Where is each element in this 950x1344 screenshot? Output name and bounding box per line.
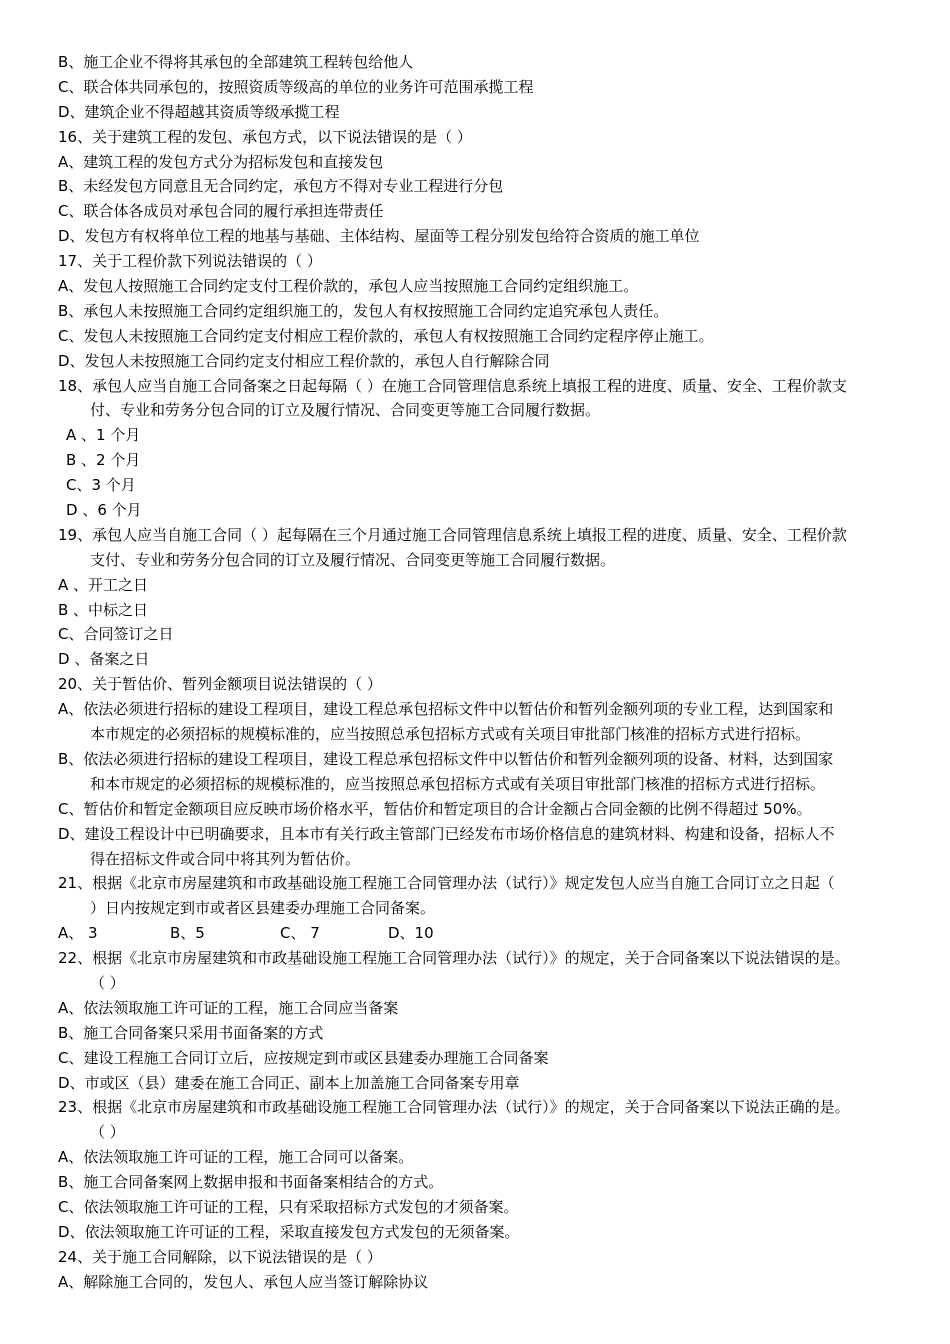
option-d: D、依法领取施工许可证的工程，采取直接发包方式发包的无须备案。 bbox=[58, 1222, 520, 1241]
question-21-options bbox=[58, 921, 914, 946]
option-b: B、未经发包方同意且无合同约定，承包方不得对专业工程进行分包 bbox=[58, 177, 504, 196]
question-17: 17、关于工程价款下列说法错误的（ ） bbox=[58, 252, 322, 271]
option-a-continuation: 本市规定的必须招标的规模标准的，应当按照总承包招标方式或有关项目审批部门核准的招标方式进行招标。 bbox=[90, 725, 811, 744]
option-c: C、 7 bbox=[280, 924, 320, 943]
option-c: C、3 个月 bbox=[66, 476, 136, 495]
option-a: A、发包人按照施工合同约定支付工程价款的，承包人应当按照施工合同约定组织施工。 bbox=[58, 277, 639, 296]
option-a: A 、开工之日 bbox=[58, 575, 149, 594]
option-d: D、10 bbox=[388, 924, 434, 943]
question-19: 19、承包人应当自施工合同（ ）起每隔在三个月通过施工合同管理信息系统上填报工程的进度、质量、安全、工程价款 bbox=[58, 525, 847, 544]
option-b: B、5 bbox=[170, 924, 205, 943]
option-b: B、承包人未按照施工合同约定组织施工的，发包人有权按照施工合同约定追究承包人责任。 bbox=[58, 301, 669, 320]
option-b: B 、中标之日 bbox=[58, 600, 149, 619]
option-b: B 、2 个月 bbox=[66, 451, 141, 470]
option-c: C、联合体共同承包的，按照资质等级高的单位的业务许可范围承揽工程 bbox=[58, 77, 534, 96]
option-d: D、建筑企业不得超越其资质等级承揽工程 bbox=[58, 102, 340, 121]
option-d: D、建设工程设计中已明确要求，且本市有关行政主管部门已经发布市场价格信息的建筑材料、构建和设备，招标人不 bbox=[58, 824, 835, 843]
option-d: D、发包人未按照施工合同约定支付相应工程价款的，承包人自行解除合同 bbox=[58, 351, 550, 370]
option-d: D 、备案之日 bbox=[58, 650, 150, 669]
option-d: D、市或区（县）建委在施工合同正、副本上加盖施工合同备案专用章 bbox=[58, 1073, 520, 1092]
option-c: C、建设工程施工合同订立后，应按规定到市或区县建委办理施工合同备案 bbox=[58, 1048, 549, 1067]
question-23-continuation: （ ） bbox=[90, 1123, 125, 1142]
option-b: B、施工合同备案只采用书面备案的方式 bbox=[58, 1023, 324, 1042]
question-21-continuation: ）日内按规定到市或者区县建委办理施工合同备案。 bbox=[90, 899, 436, 918]
option-a: A、依法必须进行招标的建设工程项目，建设工程总承包招标文件中以暂估价和暂列金额列项的专业工程，达到国家和 bbox=[58, 700, 834, 719]
question-18-continuation: 付、专业和劳务分包合同的订立及履行情况、合同变更等施工合同履行数据。 bbox=[90, 401, 601, 420]
option-c: C、暂估价和暂定金额项目应反映市场价格水平，暂估价和暂定项目的合计金额占合同金额的比例不得超过 50%。 bbox=[58, 799, 812, 818]
option-b: B、施工合同备案网上数据申报和书面备案相结合的方式。 bbox=[58, 1173, 444, 1192]
option-d: D 、6 个月 bbox=[66, 501, 142, 520]
option-b: B、依法必须进行招标的建设工程项目，建设工程总承包招标文件中以暂估价和暂列金额列项的设备、材料，达到国家 bbox=[58, 749, 834, 768]
option-d: D、发包方有权将单位工程的地基与基础、主体结构、屋面等工程分别发包给符合资质的施工单位 bbox=[58, 227, 700, 246]
question-18: 18、承包人应当自施工合同备案之日起每隔（ ）在施工合同管理信息系统上填报工程的进度、质量、安全、工程价款支 bbox=[58, 376, 847, 395]
question-22-continuation: （ ） bbox=[90, 973, 125, 992]
option-b: B、施工企业不得将其承包的全部建筑工程转包给他人 bbox=[58, 53, 414, 71]
question-24: 24、关于施工合同解除，以下说法错误的是（ ） bbox=[58, 1247, 382, 1266]
option-c: C、发包人未按照施工合同约定支付相应工程价款的，承包人有权按照施工合同约定程序停止施工。 bbox=[58, 326, 714, 345]
option-d-continuation: 得在招标文件或合同中将其列为暂估价。 bbox=[90, 849, 361, 868]
option-a: A、解除施工合同的，发包人、承包人应当签订解除协议 bbox=[58, 1272, 429, 1291]
option-a: A、依法领取施工许可证的工程，施工合同应当备案 bbox=[58, 998, 399, 1017]
question-22: 22、根据《北京市房屋建筑和市政基础设施工程施工合同管理办法（试行）》的规定，关于合同备案以下说法错误的是。 bbox=[58, 949, 850, 968]
option-a: A 、1 个月 bbox=[66, 426, 141, 445]
question-20: 20、关于暂估价、暂列金额项目说法错误的（ ） bbox=[58, 675, 382, 694]
question-23: 23、根据《北京市房屋建筑和市政基础设施工程施工合同管理办法（试行）》的规定，关于合同备案以下说法正确的是。 bbox=[58, 1098, 850, 1117]
option-a: A、 3 bbox=[58, 924, 98, 943]
question-19-continuation: 支付、专业和劳务分包合同的订立及履行情况、合同变更等施工合同履行数据。 bbox=[90, 550, 616, 569]
option-b-continuation: 和本市规定的必须招标的规模标准的，应当按照总承包招标方式或有关项目审批部门核准的招标方式进行招标。 bbox=[90, 774, 826, 793]
option-c: C、依法领取施工许可证的工程，只有采取招标方式发包的才须备案。 bbox=[58, 1197, 519, 1216]
document-page bbox=[58, 50, 914, 1295]
option-a: A、建筑工程的发包方式分为招标发包和直接发包 bbox=[58, 152, 384, 171]
option-a: A、依法领取施工许可证的工程，施工合同可以备案。 bbox=[58, 1148, 414, 1167]
question-16: 16、关于建筑工程的发包、承包方式，以下说法错误的是（ ） bbox=[58, 127, 472, 146]
question-21: 21、根据《北京市房屋建筑和市政基础设施工程施工合同管理办法（试行）》规定发包人应当自施工合同订立之日起（ bbox=[58, 874, 835, 893]
option-c: C、合同签订之日 bbox=[58, 625, 174, 644]
option-c: C、联合体各成员对承包合同的履行承担连带责任 bbox=[58, 202, 384, 221]
